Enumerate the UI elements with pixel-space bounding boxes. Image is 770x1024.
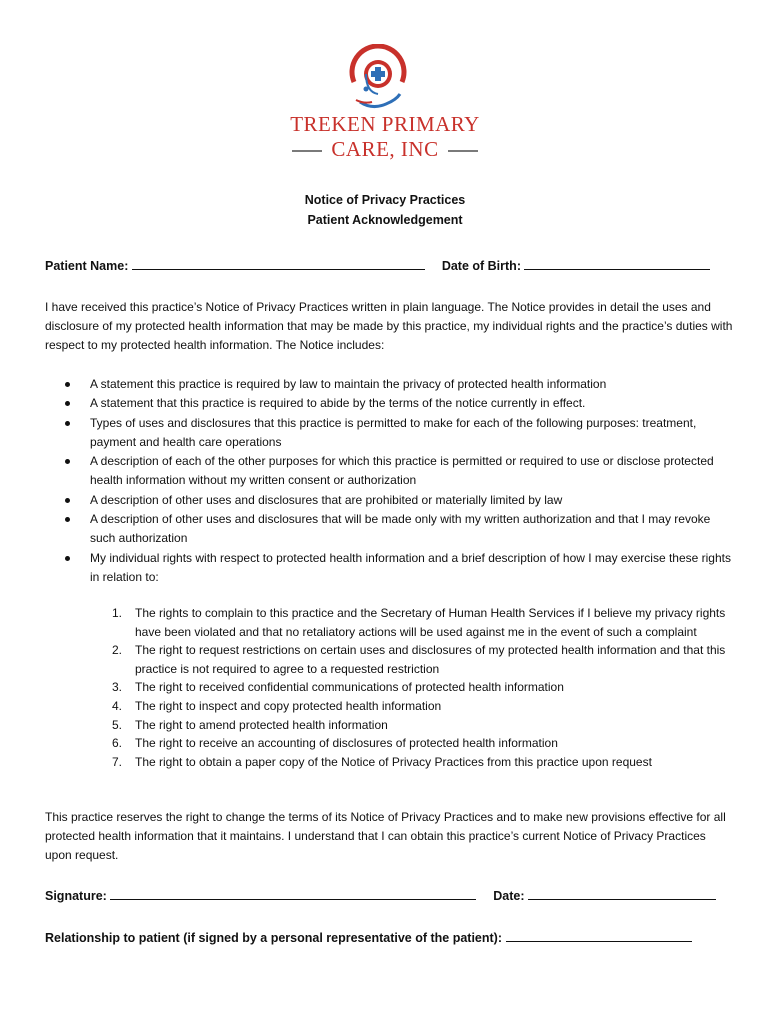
rights-list [90,604,735,771]
patient-info-row [45,257,730,273]
list-item [45,549,735,588]
list-item [45,375,735,394]
document-subtitle: Patient Acknowledgement [307,213,463,227]
rights-item [90,604,735,641]
rights-item-number: 3. [112,680,123,695]
rights-item [90,678,735,697]
intro-paragraph: I have received this practice’s Notice of Privacy Practices written in plain language. The Notice provides in detail the uses and disclosure of my protected health information that may be made by this practice, my individual rights and the practice’s duties with respect to my protected health information. The Notice includes: [45,300,733,352]
list-item [45,491,735,510]
rights-item-text: The right to obtain a paper copy of the Notice of Privacy Practices from this practice upon request [135,754,652,769]
signature-label: Signature: [45,889,107,903]
list-item-text: A statement that this practice is required to abide by the terms of the notice currently in effect. [90,396,586,411]
relationship-label: Relationship to patient (if signed by a personal representative of the patient): [45,931,503,945]
rights-item [90,753,735,772]
rights-item-text: The right to received confidential communications of protected health information [135,680,564,695]
patient-name-field[interactable] [132,257,425,270]
list-item [45,510,735,549]
list-item-text: A description of other uses and disclosures that will be made only with my written authorization and that I may revoke such authorization [90,512,711,546]
list-item [45,452,735,491]
logo-text-line2: CARE, INC [331,137,439,161]
rights-item-number: 7. [112,754,123,769]
rights-item-text: The rights to complain to this practice and the Secretary of Human Health Services if I believe my privacy rights have been violated and that no retaliatory actions will be used against me in the event of such a complaint [135,606,726,639]
dob-field[interactable] [524,257,710,270]
closing-paragraph: This practice reserves the right to change the terms of its Notice of Privacy Practices and to make new provisions effective for all protected health information that it maintains. I understand that I can obtain this practice’s current Notice of Privacy Practices upon request. [45,810,726,862]
patient-name-label: Patient Name: [45,259,129,273]
company-logo [280,44,490,164]
bullet-icon [65,459,70,464]
rights-item-text: The right to request restrictions on certain uses and disclosures of my protected health information and that this practice is not required to agree to a requested restriction [135,643,726,676]
logo-dash-right [448,150,478,152]
list-item [45,394,735,413]
date-field[interactable] [528,887,716,900]
bullet-icon [65,498,70,503]
rights-item [90,734,735,753]
rights-item-text: The right to receive an accounting of disclosures of protected health information [135,736,558,751]
list-item-text: A statement this practice is required by law to maintain the privacy of protected health information [90,377,607,391]
notice-contents-list [45,375,735,587]
rights-item-number: 5. [112,717,123,732]
date-label: Date: [493,889,525,903]
medical-cross-stethoscope-hand-icon [342,44,414,116]
bullet-icon [65,517,70,522]
list-item-text: My individual rights with respect to protected health information and a brief description of how I may exercise these rights in relation to: [90,550,731,584]
relationship-field[interactable] [506,929,692,942]
bullet-icon [65,382,70,387]
rights-item-text: The right to amend protected health information [135,717,388,732]
list-item [45,414,735,453]
dob-label: Date of Birth: [441,259,521,273]
rights-item-text: The right to inspect and copy protected health information [135,698,442,713]
list-item-text: Types of uses and disclosures that this practice is permitted to make for each of the following purposes: treatment, payment and health care operations [90,415,697,449]
bullet-icon [65,401,70,406]
rights-item-number: 4. [112,698,123,713]
list-item-text: A description of each of the other purposes for which this practice is permitted or required to use or disclose protected health information without my written consent or authorization [90,454,714,488]
signature-row [45,887,730,903]
rights-item [90,697,735,716]
rights-item-number: 2. [112,643,123,658]
document-title: Notice of Privacy Practices [304,193,466,207]
rights-item-number: 6. [112,736,123,751]
rights-item-number: 1. [112,606,123,620]
relationship-row [45,929,730,945]
rights-item [90,716,735,735]
signature-field[interactable] [110,887,476,900]
bullet-icon [65,556,70,561]
rights-item [90,641,735,678]
logo-text-line1: TREKEN PRIMARY [290,112,480,136]
list-item-text: A description of other uses and disclosures that are prohibited or materially limited by law [90,492,563,507]
bullet-icon [65,421,70,426]
